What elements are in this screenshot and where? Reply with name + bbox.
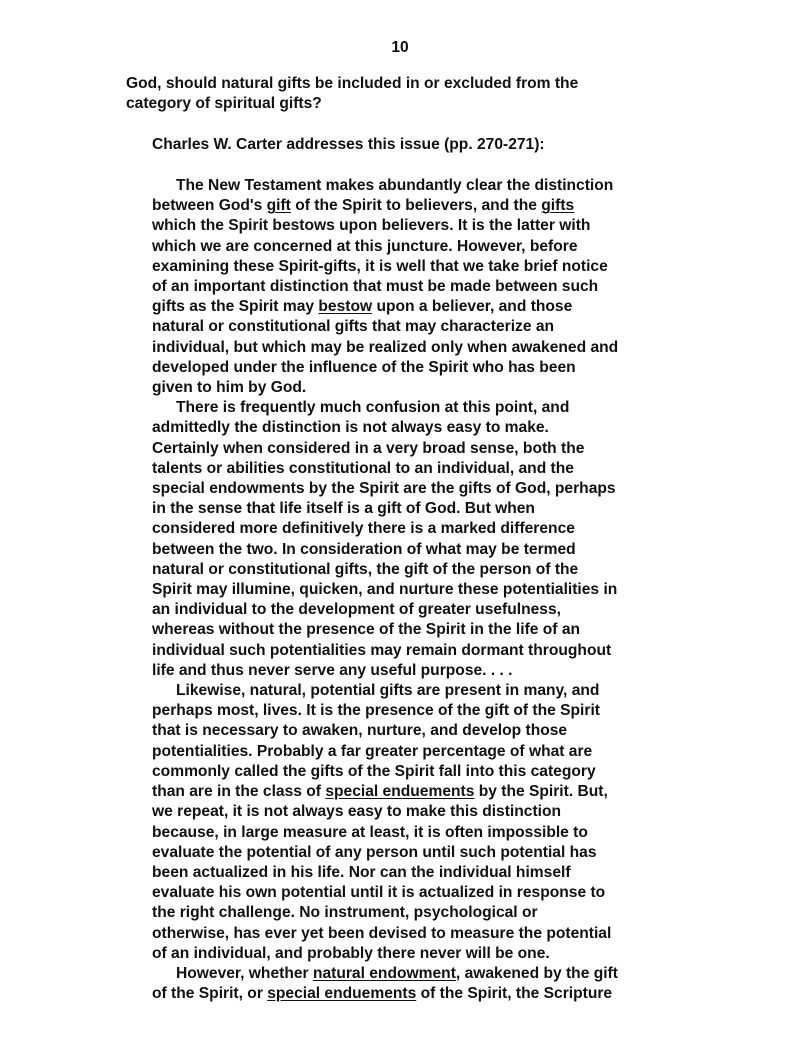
text-segment: The New Testament makes abundantly clear the distinction: [176, 177, 614, 194]
underlined-text: special enduements: [325, 783, 475, 801]
quote-line: [152, 944, 618, 964]
text-segment: the right challenge. No instrument, psychological or: [152, 904, 538, 922]
text-segment: Likewise, natural, potential gifts are present in many, and: [176, 682, 600, 700]
text-segment: upon a believer, and those: [372, 298, 573, 316]
text-segment: However, whether: [176, 964, 313, 982]
text-segment: natural or constitutional gifts, the gift of the person of the: [152, 560, 579, 578]
text-segment: individual, but which may be realized only when awakened and: [152, 338, 619, 356]
text-segment: examining these Spirit-gifts, it is well that we take brief notice: [152, 257, 608, 275]
text-segment: we repeat, it is not always easy to make this distinction: [152, 803, 562, 821]
text-segment: been actualized in his life. Nor can the individual himself: [152, 863, 571, 881]
quote-line: [152, 560, 618, 580]
quote-line: [152, 338, 618, 358]
quote-line: [152, 398, 618, 418]
text-segment: talents or abilities constitutional to an individual, and the: [152, 459, 574, 477]
quote-line: [152, 418, 618, 438]
quote-line: [152, 681, 618, 701]
quote-line: [152, 641, 618, 661]
text-segment: gifts as the Spirit may: [152, 298, 319, 316]
quote-line: [152, 439, 618, 459]
quote-line: [152, 883, 618, 903]
quote-line: [152, 459, 618, 479]
text-segment: perhaps most, lives. It is the presence of the gift of the Spirit: [152, 702, 600, 720]
quote-line: [152, 378, 618, 398]
intro-line: God, should natural gifts be included in or excluded from the: [126, 75, 579, 92]
underlined-text: natural endowment: [312, 964, 456, 982]
quote-line: [152, 863, 618, 883]
quote-line: [152, 196, 618, 216]
underlined-text: special enduements: [267, 985, 417, 1003]
text-segment: considered more definitively there is a marked difference: [152, 520, 575, 538]
quote-line: [152, 499, 618, 519]
quote-line: [152, 924, 618, 944]
intro-paragraph: [126, 74, 578, 114]
quote-line: [152, 540, 618, 560]
text-segment: admittedly the distinction is not always easy to make.: [152, 419, 549, 437]
text-segment: otherwise, has ever yet been devised to measure the potential: [152, 924, 612, 942]
quote-line: [152, 358, 618, 378]
text-segment: evaluate his own potential until it is actualized in response to: [152, 884, 606, 902]
text-segment: natural or constitutional gifts that may characterize an: [152, 318, 555, 336]
text-segment: , awakened by the gift: [455, 964, 618, 982]
intro-line: category of spiritual gifts?: [126, 95, 322, 112]
text-segment: between God's: [152, 197, 267, 215]
page-number: 10: [391, 39, 409, 56]
text-segment: individual such potentialities may remain dormant throughout: [152, 641, 612, 659]
quote-line: [152, 600, 618, 620]
quote-line: [152, 843, 618, 863]
text-segment: that is necessary to awaken, nurture, and develop those: [152, 722, 568, 740]
text-segment: There is frequently much confusion at this point, and: [176, 399, 570, 417]
quote-line: [152, 742, 618, 762]
quote-line: [152, 661, 618, 681]
text-segment: which the Spirit bestows upon believers. It is the latter with: [152, 217, 591, 235]
text-segment: between the two. In consideration of what may be termed: [152, 540, 576, 558]
text-segment: of the Spirit, the Scripture: [416, 985, 613, 1003]
text-segment: because, in large measure at least, it is often impossible to: [152, 823, 588, 841]
text-segment: of the Spirit to believers, and the: [290, 197, 542, 215]
quote-line: [152, 317, 618, 337]
quote-line: [152, 216, 618, 236]
text-segment: Spirit may illumine, quicken, and nurture these potentialities in: [152, 581, 618, 599]
quote-line: [152, 701, 618, 721]
text-segment: than are in the class of: [152, 783, 326, 801]
text-segment: of an individual, and probably there never will be one.: [152, 944, 550, 962]
block-quote: [152, 176, 618, 1004]
quote-line: [152, 984, 618, 1004]
text-segment: evaluate the potential of any person until such potential has: [152, 843, 597, 861]
quote-line: [152, 580, 618, 600]
text-segment: developed under the influence of the Spirit who has been: [152, 358, 576, 376]
text-segment: which we are concerned at this juncture. However, before: [152, 237, 578, 255]
quote-line: [152, 762, 618, 782]
quote-line: [152, 297, 618, 317]
quote-line: [152, 257, 618, 277]
quote-line: [152, 237, 618, 257]
text-segment: given to him by God.: [152, 379, 307, 397]
text-segment: life and thus never serve any useful purpose. . . .: [152, 661, 513, 679]
quote-line: [152, 964, 618, 984]
quote-line: [152, 176, 618, 196]
text-segment: an individual to the development of greater usefulness,: [152, 601, 561, 619]
text-segment: potentialities. Probably a far greater percentage of what are: [152, 742, 593, 760]
lead-sentence: Charles W. Carter addresses this issue (pp. 270-271):: [152, 136, 545, 153]
quote-line: [152, 721, 618, 741]
text-segment: by the Spirit. But,: [474, 783, 608, 801]
quote-line: [152, 782, 618, 802]
underlined-text: bestow: [318, 298, 373, 316]
text-segment: Certainly when considered in a very broad sense, both the: [152, 439, 585, 457]
quote-line: [152, 519, 618, 539]
quote-line: [152, 277, 618, 297]
underlined-text: gift: [266, 197, 291, 215]
text-segment: in the sense that life itself is a gift of God. But when: [152, 500, 535, 518]
text-segment: whereas without the presence of the Spirit in the life of an: [152, 621, 581, 639]
text-segment: of the Spirit, or: [152, 985, 268, 1003]
text-segment: special endowments by the Spirit are the gifts of God, perhaps: [152, 480, 616, 498]
underlined-text: gifts: [541, 197, 575, 215]
quote-line: [152, 802, 618, 822]
quote-line: [152, 620, 618, 640]
text-segment: of an important distinction that must be made between such: [152, 278, 599, 296]
quote-line: [152, 479, 618, 499]
text-segment: commonly called the gifts of the Spirit fall into this category: [152, 762, 596, 780]
quote-line: [152, 823, 618, 843]
quote-line: [152, 903, 618, 923]
